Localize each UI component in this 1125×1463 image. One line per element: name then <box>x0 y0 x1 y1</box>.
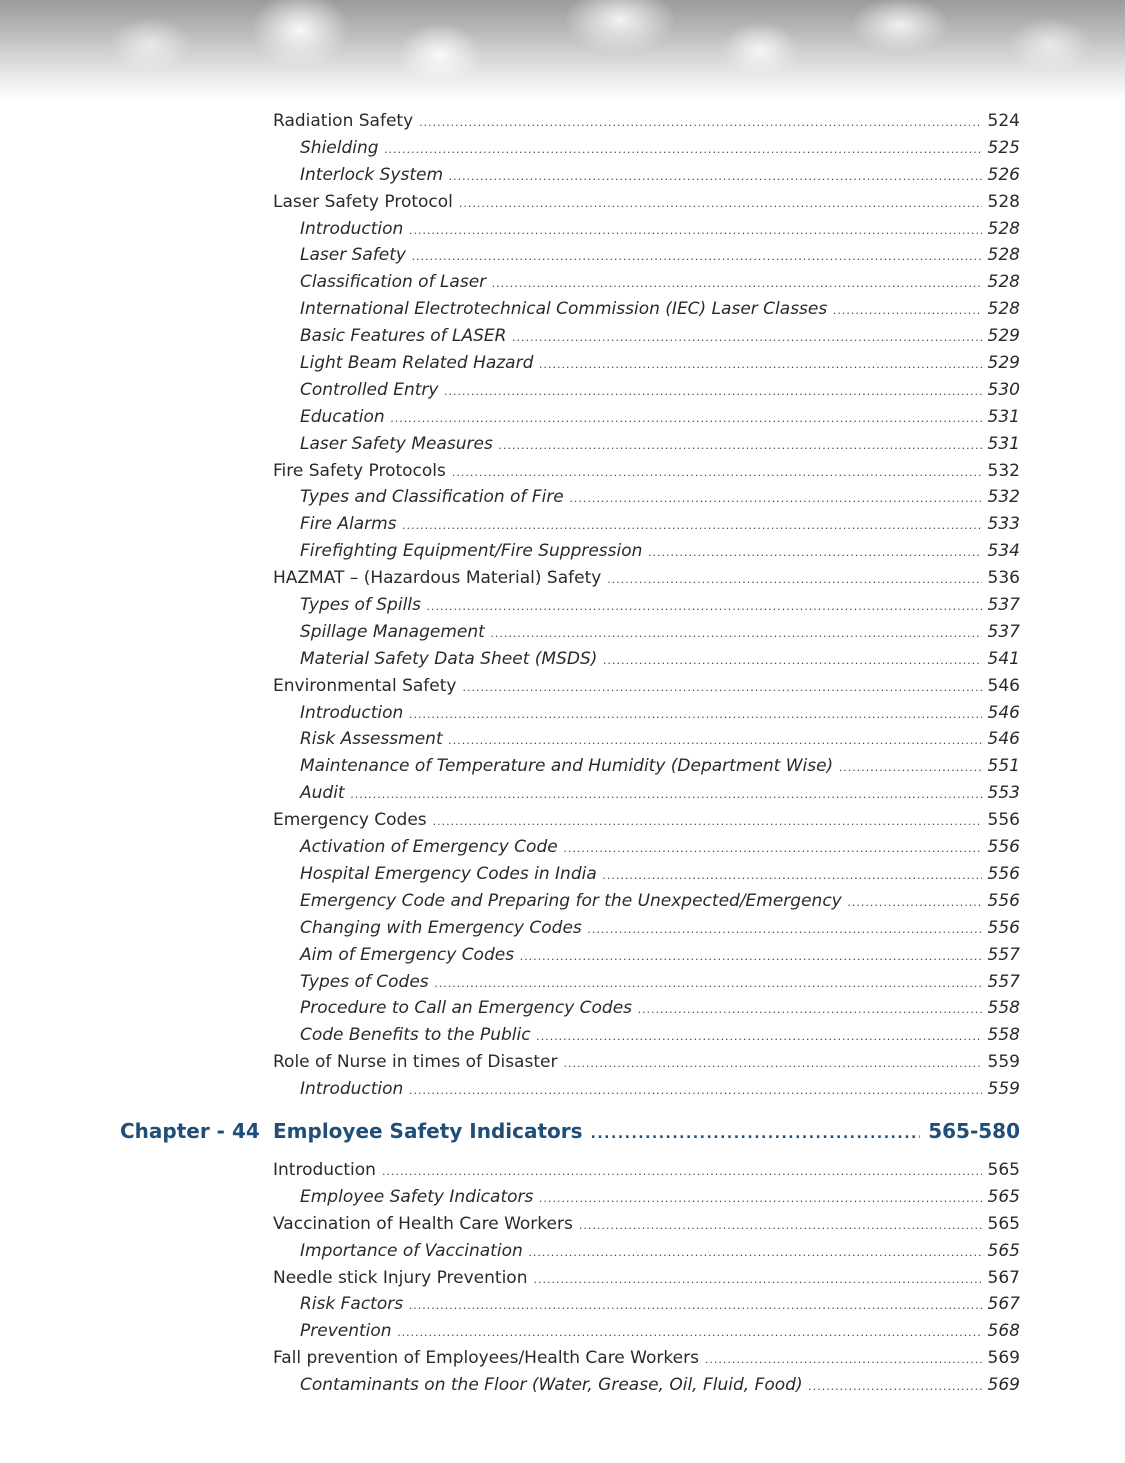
toc-subentry[interactable] <box>120 377 1020 404</box>
dot-leader <box>603 648 981 675</box>
toc-entry-title: Laser Safety Protocol <box>273 191 453 212</box>
toc-entry-page: 526 <box>987 164 1020 185</box>
toc-entry-title: Shielding <box>300 137 379 158</box>
toc-subentry[interactable] <box>120 1238 1020 1265</box>
toc-entry-page: 546 <box>987 702 1020 723</box>
dot-leader <box>603 863 982 890</box>
toc-entry-title: Audit <box>300 783 345 804</box>
toc-entry-page: 565 <box>987 1240 1020 1261</box>
toc-entry-title: Risk Assessment <box>300 729 443 750</box>
toc-entry-page: 534 <box>987 541 1020 562</box>
toc-entry-title: Interlock System <box>300 164 444 185</box>
chapter-number: Chapter - 44 <box>120 1118 260 1143</box>
chapter-pages: 565-580 <box>928 1118 1020 1143</box>
toc-entry-page: 565 <box>987 1159 1020 1180</box>
dot-leader <box>848 890 982 917</box>
toc-subentry[interactable] <box>120 700 1020 727</box>
toc-subentry[interactable] <box>120 511 1020 538</box>
toc-entry-page: 556 <box>987 917 1020 938</box>
dot-leader <box>452 460 982 487</box>
dot-leader <box>591 1110 921 1158</box>
toc-entry-page: 556 <box>987 890 1020 911</box>
toc-entry[interactable] <box>120 807 1020 834</box>
chapter-heading[interactable] <box>120 1107 1020 1155</box>
toc-subentry[interactable] <box>120 726 1020 753</box>
toc-entry-page: 556 <box>987 810 1020 831</box>
toc-subentry[interactable] <box>120 780 1020 807</box>
dot-leader <box>385 137 982 164</box>
dot-leader <box>537 1024 982 1051</box>
toc-entry-page: 556 <box>987 863 1020 884</box>
toc-entry-title: Introduction <box>300 218 404 239</box>
dot-leader <box>412 244 982 271</box>
toc-entry-page: 565 <box>987 1213 1020 1234</box>
toc-entry-page: 568 <box>987 1321 1020 1342</box>
toc-entry-page: 525 <box>987 137 1020 158</box>
toc-entry-title: Basic Features of LASER <box>300 326 507 347</box>
toc-entry-title: Types of Spills <box>300 595 421 616</box>
toc-entry-page: 565 <box>987 1186 1020 1207</box>
toc-subentry[interactable] <box>120 1184 1020 1211</box>
toc-entry-page: 531 <box>987 433 1020 454</box>
toc-entry-title: Types and Classification of Fire <box>300 487 564 508</box>
toc-entry-title: Contaminants on the Floor (Water, Grease, Oil, Fluid, Food) <box>300 1375 803 1396</box>
toc-entry[interactable] <box>120 108 1020 135</box>
toc-entry-page: 558 <box>987 998 1020 1019</box>
dot-leader <box>382 1159 982 1186</box>
toc-entry-title: Education <box>300 406 385 427</box>
toc-entry-title: Emergency Code and Preparing for the Unexpected/Emergency <box>300 890 842 911</box>
toc-subentry[interactable] <box>120 162 1020 189</box>
dot-leader <box>638 997 982 1024</box>
dot-leader <box>449 164 982 191</box>
toc-subentry[interactable] <box>120 915 1020 942</box>
toc-entry-title: Risk Factors <box>300 1294 404 1315</box>
toc-entry-page: 569 <box>987 1375 1020 1396</box>
toc-list-top <box>120 108 1020 1103</box>
toc-entry-title: Controlled Entry <box>300 379 439 400</box>
toc-subentry[interactable] <box>120 1318 1020 1345</box>
dot-leader <box>588 917 982 944</box>
dot-leader <box>833 298 981 325</box>
dot-leader <box>419 110 981 137</box>
dot-leader <box>563 1051 981 1078</box>
dot-leader <box>409 702 981 729</box>
toc-entry-page: 551 <box>987 756 1020 777</box>
toc-entry-title: Fall prevention of Employees/Health Care Workers <box>273 1348 699 1369</box>
toc-entry[interactable] <box>120 1345 1020 1372</box>
toc-list-bottom <box>120 1157 1020 1399</box>
dot-leader <box>809 1374 982 1401</box>
toc-entry-page: 567 <box>987 1267 1020 1288</box>
toc-subentry[interactable] <box>120 592 1020 619</box>
toc-entry-title: Introduction <box>273 1159 376 1180</box>
dot-leader <box>435 971 982 998</box>
toc-entry[interactable] <box>120 1049 1020 1076</box>
toc-entry-title: Employee Safety Indicators <box>300 1186 534 1207</box>
header-banner-image <box>0 0 1125 100</box>
toc-subentry[interactable] <box>120 834 1020 861</box>
toc-entry-title: Vaccination of Health Care Workers <box>273 1213 573 1234</box>
toc-subentry[interactable] <box>120 269 1020 296</box>
dot-leader <box>409 1078 981 1105</box>
toc-entry-title: Role of Nurse in times of Disaster <box>273 1052 558 1073</box>
dot-leader <box>391 406 982 433</box>
toc-entry-title: Introduction <box>300 702 404 723</box>
toc-subentry[interactable] <box>120 969 1020 996</box>
toc-entry-page: 529 <box>987 353 1020 374</box>
toc-entry-title: International Electrotechnical Commission (IEC) Laser Classes <box>300 299 828 320</box>
toc-entry-page: 537 <box>987 621 1020 642</box>
dot-leader <box>705 1347 982 1374</box>
dot-leader <box>607 567 981 594</box>
toc-entry-title: Spillage Management <box>300 621 485 642</box>
dot-leader <box>529 1240 982 1267</box>
table-of-contents <box>120 108 1020 1399</box>
toc-entry-page: 528 <box>987 299 1020 320</box>
toc-subentry[interactable] <box>120 646 1020 673</box>
toc-entry-title: Activation of Emergency Code <box>300 837 558 858</box>
toc-entry-page: 528 <box>987 245 1020 266</box>
toc-entry-title: Fire Safety Protocols <box>273 460 446 481</box>
toc-entry-title: Introduction <box>300 1079 404 1100</box>
toc-subentry[interactable] <box>120 995 1020 1022</box>
dot-leader <box>462 675 981 702</box>
toc-subentry[interactable] <box>120 538 1020 565</box>
dot-leader <box>449 728 982 755</box>
toc-entry[interactable] <box>120 189 1020 216</box>
toc-entry-page: 546 <box>987 675 1020 696</box>
toc-subentry[interactable] <box>120 242 1020 269</box>
dot-leader <box>570 486 982 513</box>
toc-subentry[interactable] <box>120 323 1020 350</box>
toc-entry-page: 532 <box>987 460 1020 481</box>
toc-entry-title: Types of Codes <box>300 971 429 992</box>
dot-leader <box>459 191 982 218</box>
dot-leader <box>520 944 981 971</box>
toc-entry[interactable] <box>120 565 1020 592</box>
toc-subentry[interactable] <box>120 135 1020 162</box>
toc-entry[interactable] <box>120 1157 1020 1184</box>
toc-subentry[interactable] <box>120 484 1020 511</box>
dot-leader <box>433 809 982 836</box>
dot-leader <box>444 379 981 406</box>
toc-subentry[interactable] <box>120 1022 1020 1049</box>
dot-leader <box>491 621 982 648</box>
dot-leader <box>539 1186 981 1213</box>
toc-entry-page: 524 <box>987 111 1020 131</box>
toc-entry-title: Environmental Safety <box>273 675 457 696</box>
toc-entry-page: 529 <box>987 326 1020 347</box>
toc-entry[interactable] <box>120 1265 1020 1292</box>
toc-subentry[interactable] <box>120 216 1020 243</box>
toc-entry-title: Changing with Emergency Codes <box>300 917 582 938</box>
toc-entry-page: 541 <box>987 648 1020 669</box>
toc-subentry[interactable] <box>120 753 1020 780</box>
dot-leader <box>492 271 981 298</box>
dot-leader <box>579 1213 982 1240</box>
toc-entry[interactable] <box>120 458 1020 485</box>
chapter-title: Employee Safety Indicators <box>273 1118 583 1143</box>
toc-subentry[interactable] <box>120 404 1020 431</box>
toc-entry-title: Radiation Safety <box>273 111 414 131</box>
toc-subentry[interactable] <box>120 1372 1020 1399</box>
toc-entry-title: Needle stick Injury Prevention <box>273 1267 528 1288</box>
toc-entry-page: 536 <box>987 568 1020 589</box>
toc-entry-page: 531 <box>987 406 1020 427</box>
toc-entry-title: Classification of Laser <box>300 272 487 293</box>
toc-entry-title: HAZMAT – (Hazardous Material) Safety <box>273 568 602 589</box>
dot-leader <box>351 782 982 809</box>
toc-entry-page: 559 <box>987 1079 1020 1100</box>
toc-entry-title: Hospital Emergency Codes in India <box>300 863 597 884</box>
toc-entry-title: Emergency Codes <box>273 810 427 831</box>
toc-entry-page: 567 <box>987 1294 1020 1315</box>
toc-entry-page: 559 <box>987 1052 1020 1073</box>
toc-subentry[interactable] <box>120 942 1020 969</box>
dot-leader <box>409 1293 981 1320</box>
toc-entry-page: 528 <box>987 272 1020 293</box>
toc-entry-page: 530 <box>987 379 1020 400</box>
toc-entry-page: 532 <box>987 487 1020 508</box>
toc-entry-page: 546 <box>987 729 1020 750</box>
toc-entry-page: 569 <box>987 1348 1020 1369</box>
toc-subentry[interactable] <box>120 888 1020 915</box>
toc-entry-page: 528 <box>987 218 1020 239</box>
toc-entry-page: 556 <box>987 837 1020 858</box>
toc-subentry[interactable] <box>120 350 1020 377</box>
toc-subentry[interactable] <box>120 1076 1020 1103</box>
toc-entry-title: Aim of Emergency Codes <box>300 944 515 965</box>
toc-entry-page: 557 <box>987 944 1020 965</box>
toc-entry-title: Material Safety Data Sheet (MSDS) <box>300 648 598 669</box>
toc-subentry[interactable] <box>120 431 1020 458</box>
toc-entry-title: Importance of Vaccination <box>300 1240 523 1261</box>
toc-subentry[interactable] <box>120 619 1020 646</box>
toc-entry-title: Laser Safety Measures <box>300 433 493 454</box>
toc-entry-title: Fire Alarms <box>300 514 397 535</box>
dot-leader <box>403 513 982 540</box>
toc-entry[interactable] <box>120 673 1020 700</box>
toc-entry[interactable] <box>120 1211 1020 1238</box>
dot-leader <box>499 433 982 460</box>
dot-leader <box>648 540 981 567</box>
toc-entry-title: Laser Safety <box>300 245 406 266</box>
dot-leader <box>839 755 981 782</box>
toc-entry-page: 533 <box>987 514 1020 535</box>
dot-leader <box>398 1320 982 1347</box>
dot-leader <box>539 352 981 379</box>
toc-entry-title: Code Benefits to the Public <box>300 1025 531 1046</box>
toc-entry-title: Firefighting Equipment/Fire Suppression <box>300 541 643 562</box>
dot-leader <box>512 325 981 352</box>
toc-subentry[interactable] <box>120 861 1020 888</box>
toc-entry-page: 537 <box>987 595 1020 616</box>
toc-entry-page: 557 <box>987 971 1020 992</box>
toc-entry-title: Maintenance of Temperature and Humidity (Department Wise) <box>300 756 834 777</box>
toc-subentry[interactable] <box>120 1291 1020 1318</box>
toc-subentry[interactable] <box>120 296 1020 323</box>
toc-entry-title: Procedure to Call an Emergency Codes <box>300 998 633 1019</box>
toc-entry-title: Prevention <box>300 1321 392 1342</box>
dot-leader <box>427 594 982 621</box>
toc-entry-page: 558 <box>987 1025 1020 1046</box>
dot-leader <box>409 218 981 245</box>
toc-entry-page: 528 <box>987 191 1020 212</box>
toc-entry-title: Light Beam Related Hazard <box>300 353 534 374</box>
dot-leader <box>533 1267 981 1294</box>
dot-leader <box>564 836 982 863</box>
toc-entry-page: 553 <box>987 783 1020 804</box>
